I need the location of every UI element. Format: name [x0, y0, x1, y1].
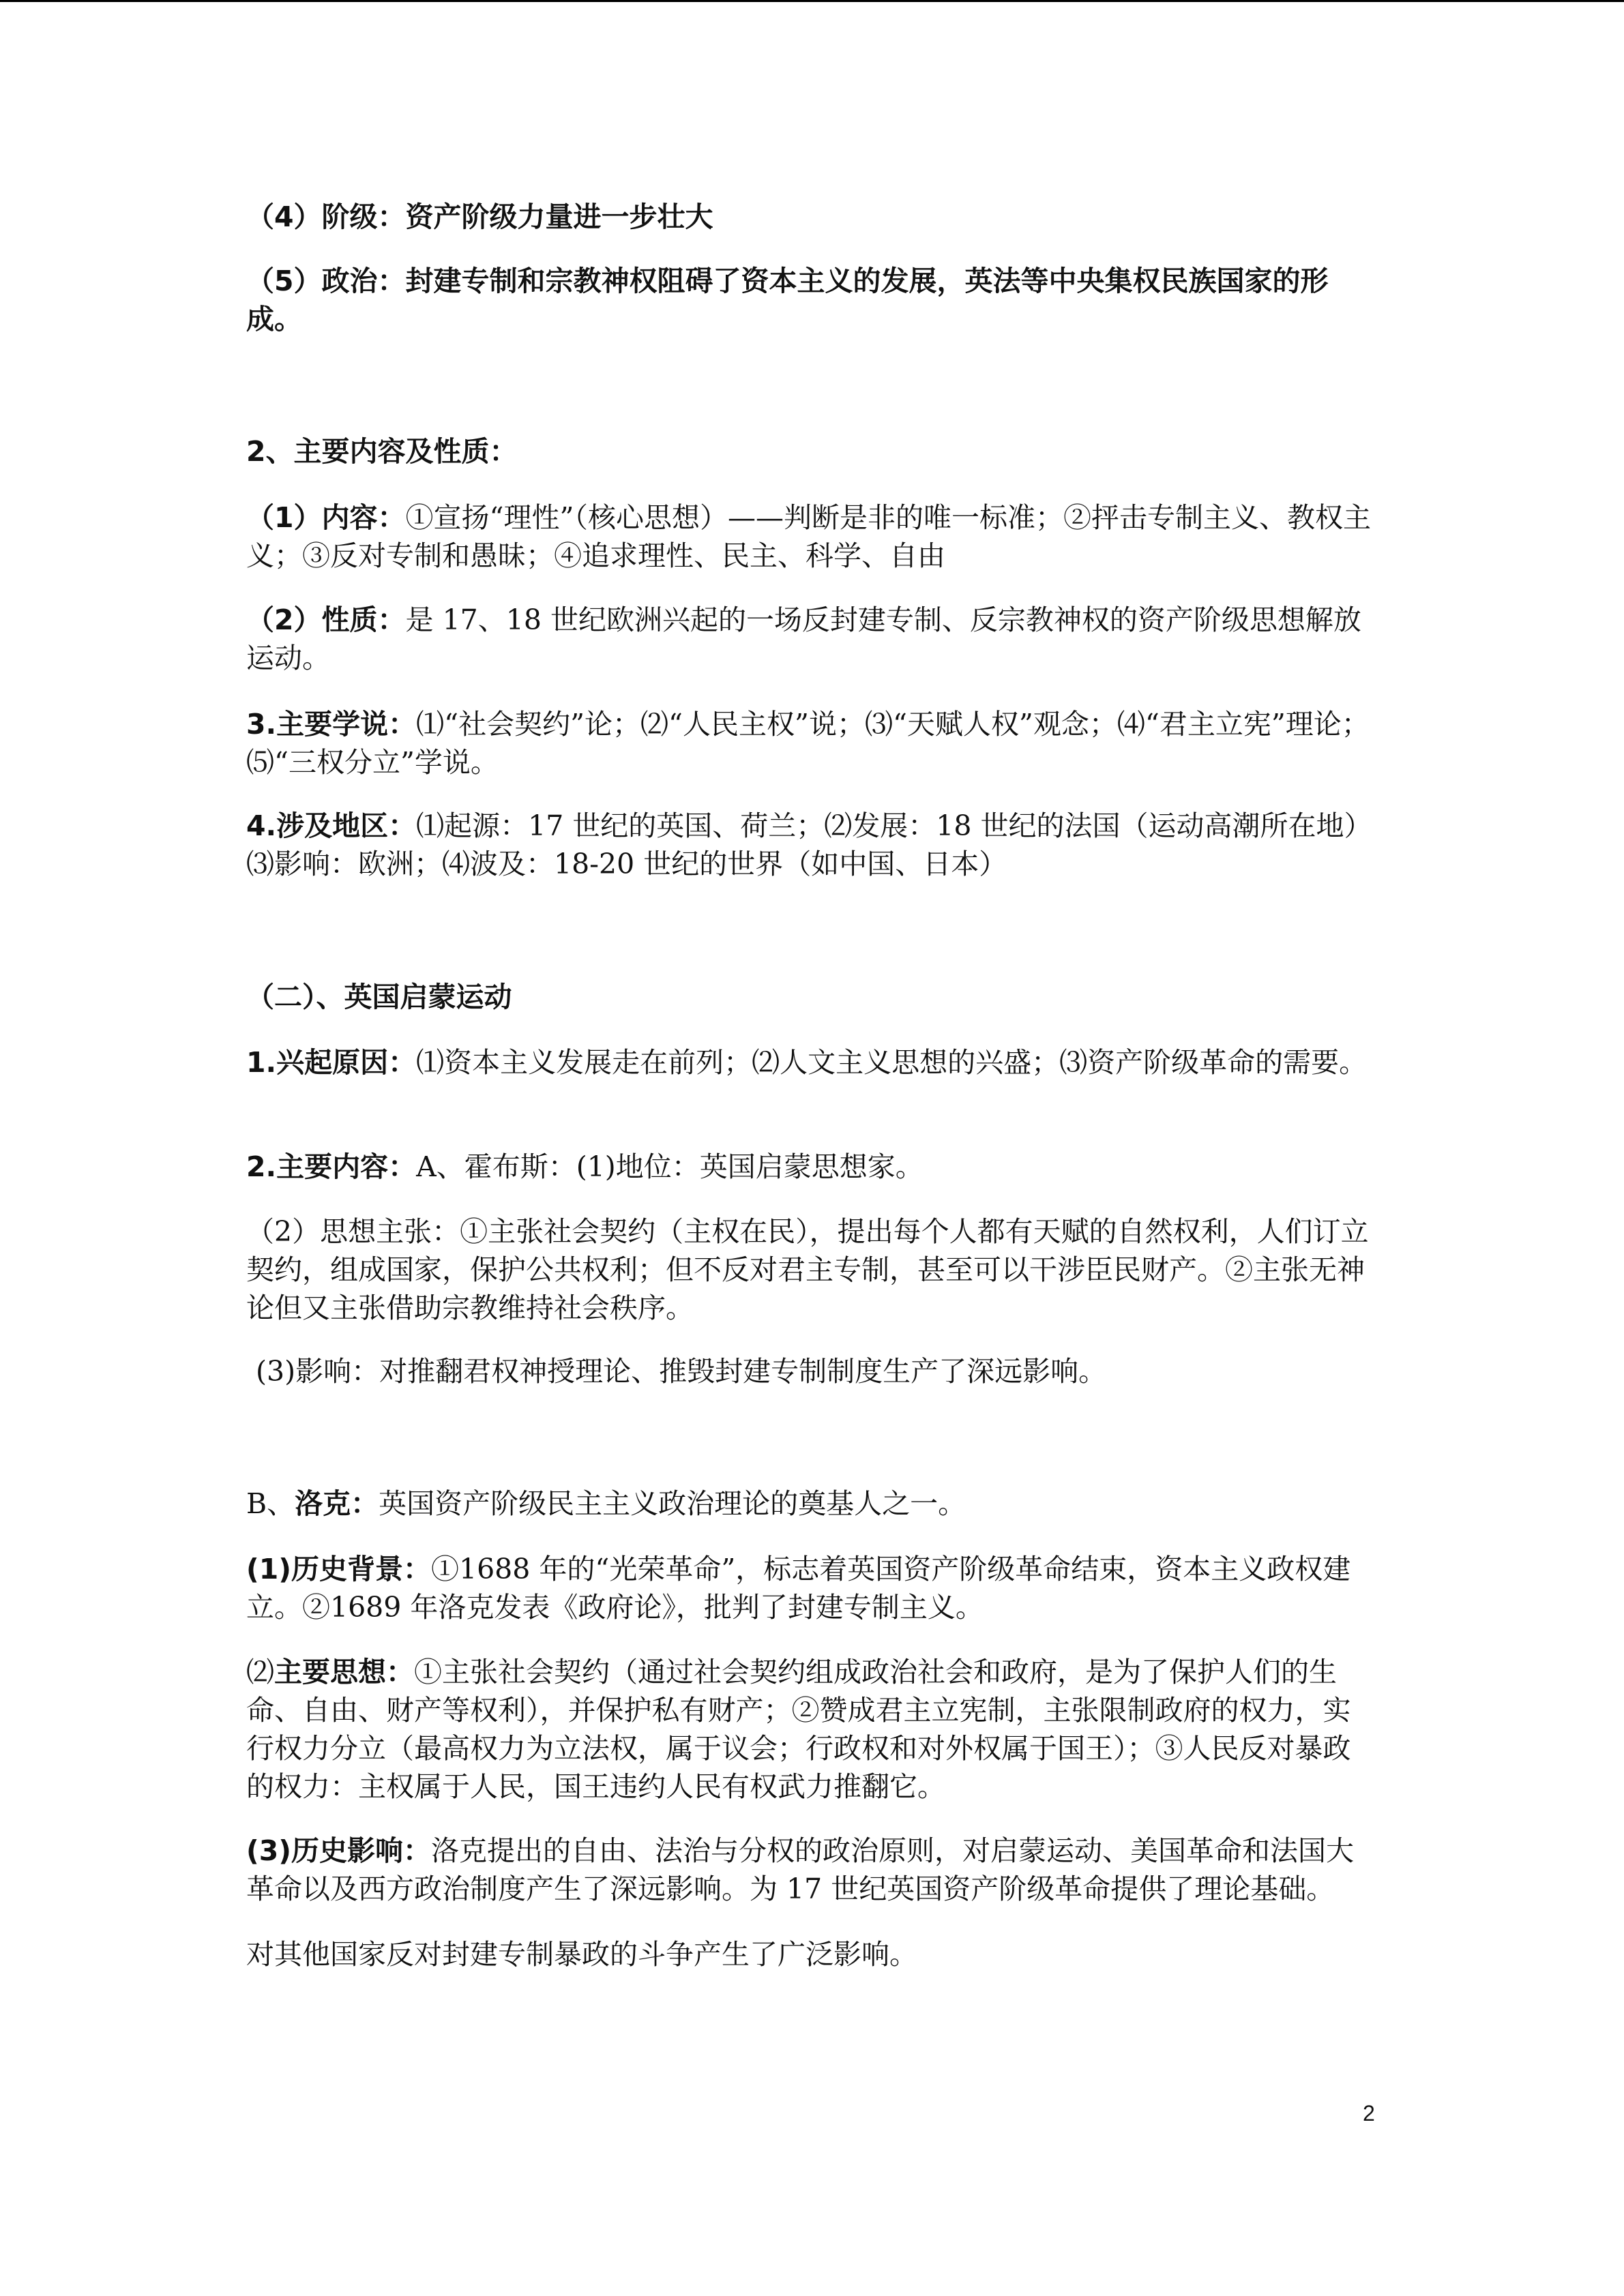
hobbes-ideas-text: （2）思想主张：①主张社会契约（主权在民），提出每个人都有天赋的自然权利，人们订立契约，组成国家，保护公共权利；但不反对君主专制，甚至可以干涉臣民财产。②主张无神论但又主张借助宗教维持社会秩序。: [246, 1215, 1369, 1324]
closing-text: 对其他国家反对封建专制暴政的斗争产生了广泛影响。: [246, 1938, 917, 1971]
class-heading: （4）阶级：资产阶级力量进一步壮大: [246, 200, 713, 233]
locke-influence-text: 洛克提出的自由、法治与分权的政治原则，对启蒙运动、美国革命和法国大革命以及西方政治制度产生了深远影响。为 17 世纪英国资产阶级革命提供了理论基础。: [246, 1834, 1355, 1905]
content-label: （1）内容：: [246, 501, 406, 534]
paragraph-politics: [246, 262, 1378, 338]
paragraph-class: [246, 198, 1378, 236]
paragraph-content: [246, 498, 1378, 575]
paragraph-locke: [246, 1485, 1378, 1523]
regions-text: ⑴起源：17 世纪的英国、荷兰；⑵发展：18 世纪的法国（运动高潮所在地）⑶影响：欧洲；⑷波及：18-20 世纪的世界（如中国、日本）: [246, 809, 1372, 880]
politics-heading: （5）政治：封建专制和宗教神权阻碍了资本主义的发展，英法等中央集权民族国家的形成。: [246, 265, 1329, 336]
regions-label: 4.涉及地区：: [246, 809, 417, 842]
british-enlightenment-heading: （二）、英国启蒙运动: [246, 981, 512, 1013]
hobbes-text: A、霍布斯：(1)地位：英国启蒙思想家。: [416, 1150, 924, 1183]
paragraph-causes: [246, 1043, 1378, 1082]
main-content-heading: 2、主要内容及性质：: [246, 435, 518, 468]
locke-ideas-lead: ⑵: [246, 1656, 274, 1688]
section-british-enlightenment: [246, 978, 1378, 1016]
main-theories-label: 3.主要学说：: [246, 708, 417, 741]
section-main-content-heading: [246, 432, 1378, 471]
locke-influence-label: (3)历史影响：: [246, 1834, 432, 1867]
hobbes-influence-text: (3)影响：对推翻君权神授理论、推毁封建专制制度生产了深远影响。: [256, 1355, 1107, 1388]
locke-background-label: (1)历史背景：: [246, 1553, 432, 1585]
paragraph-hobbes-influence: [256, 1352, 1378, 1390]
locke-background-text: ①1688 年的“光荣革命”，标志着英国资产阶级革命结束，资本主义政权建立。②1689 年洛克发表《政府论》，批判了封建专制主义。: [246, 1553, 1351, 1624]
locke-ideas-label: 主要思想：: [274, 1656, 414, 1688]
paragraph-regions: [246, 807, 1378, 883]
causes-text: ⑴资本主义发展走在前列；⑵人文主义思想的兴盛；⑶资产阶级革命的需要。: [416, 1046, 1368, 1079]
page-top-border: [0, 0, 1624, 2]
paragraph-locke-ideas: [246, 1653, 1378, 1806]
main-theories-text: ⑴“社会契约”论；⑵“人民主权”说；⑶“天赋人权”观念；⑷“君主立宪”理论；⑸“三权分立”学说。: [246, 708, 1370, 779]
causes-label: 1.兴起原因：: [246, 1046, 417, 1079]
paragraph-locke-influence: [246, 1832, 1378, 1908]
nature-text: 是 17、18 世纪欧洲兴起的一场反封建专制、反宗教神权的资产阶级思想解放运动。: [246, 603, 1361, 674]
locke-lead: B、: [246, 1487, 295, 1520]
locke-ideas-text: ①主张社会契约（通过社会契约组成政治社会和政府，是为了保护人们的生命、自由、财产等权利），并保护私有财产；②赞成君主立宪制，主张限制政府的权力，实行权力分立（最高权力为立法权，属于议会；行政权和对外权属于国王）；③人民反对暴政的权力：主权属于人民，国王违约人民有权武力推翻它。: [246, 1656, 1351, 1803]
locke-label: 洛克：: [295, 1487, 379, 1520]
page-number: 2: [1363, 2101, 1375, 2126]
paragraph-closing: [246, 1935, 1378, 1973]
paragraph-main-theories: [246, 705, 1378, 781]
paragraph-nature: [246, 601, 1378, 677]
paragraph-hobbes-ideas: [246, 1212, 1378, 1327]
content-text: ①宣扬“理性”（核心思想）——判断是非的唯一标准；②抨击专制主义、教权主义；③反对专制和愚昧；④追求理性、民主、科学、自由: [246, 501, 1371, 572]
paragraph-hobbes: [246, 1148, 1378, 1186]
nature-label: （2）性质：: [246, 603, 406, 636]
locke-text: 英国资产阶级民主主义政治理论的奠基人之一。: [379, 1487, 966, 1520]
hobbes-label: 2.主要内容：: [246, 1150, 417, 1183]
paragraph-locke-background: [246, 1550, 1378, 1626]
